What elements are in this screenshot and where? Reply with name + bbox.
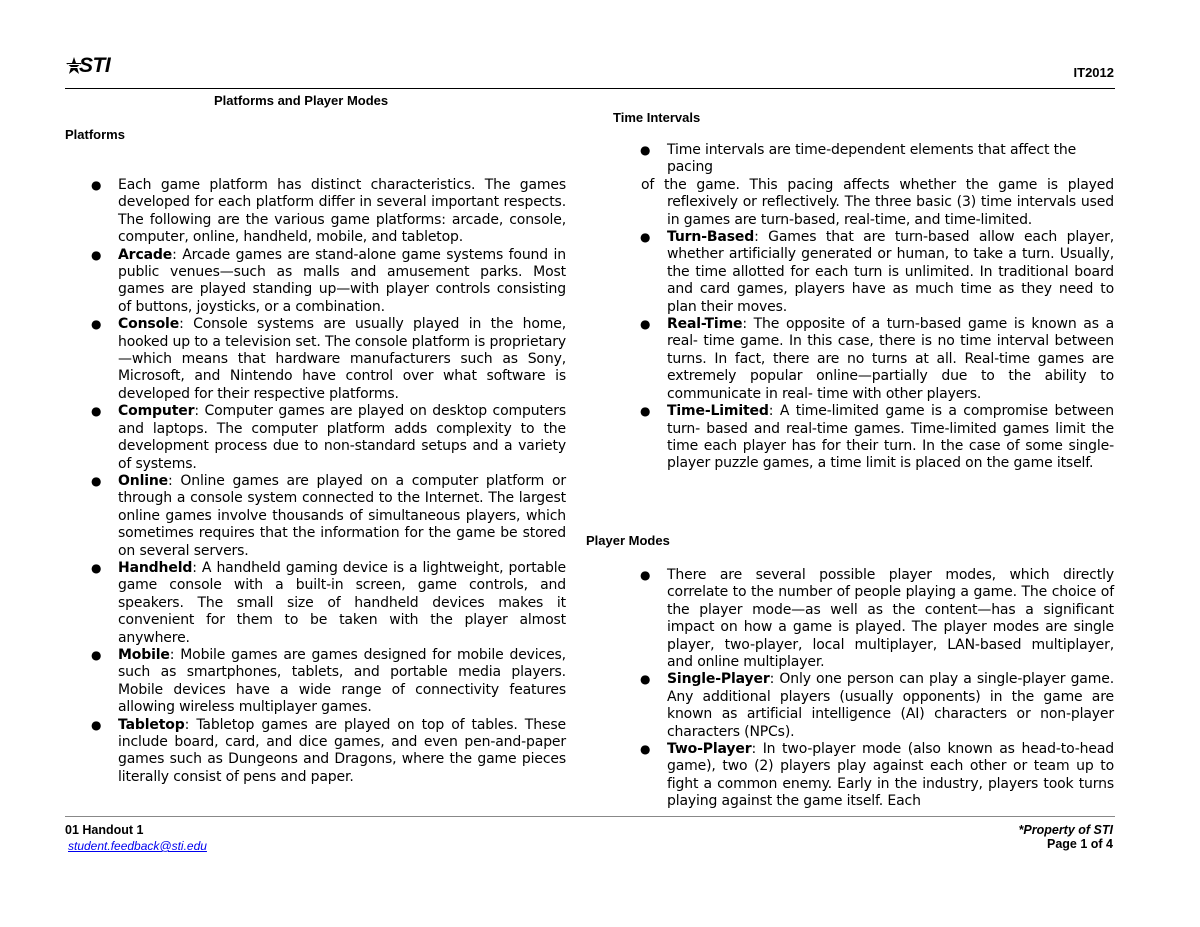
list-item: ● Console: Console systems are usually played in the home, hooked up to a television set. The console platform is proprietary—which means that hardware manufacturers such as Sony, Microsoft, and Nintendo have control over what software is developed for their respective platforms. — [91, 316, 566, 402]
bullet-icon: ● — [640, 742, 651, 757]
bullet-icon: ● — [640, 230, 651, 245]
platforms-list — [91, 177, 566, 786]
list-item: ● Computer: Computer games are played on desktop computers and laptops. The computer platform adds complexity to the development process due to non-standard setups and a variety of systems. — [91, 403, 566, 472]
player-modes-heading: Player Modes — [586, 533, 670, 548]
bullet-icon: ● — [640, 404, 651, 419]
bullet-icon: ● — [91, 473, 102, 488]
bullet-icon: ● — [91, 178, 102, 192]
list-item: ● Single-Player: Only one person can play a single-player game. Any additional players (usually opponents) in the game are known as artificial intelligence (AI) characters or non-player characters (NPCs). — [640, 671, 1114, 740]
footer-right — [1019, 823, 1113, 851]
bullet-icon: ● — [640, 568, 651, 582]
bullet-icon: ● — [91, 560, 102, 575]
handout-label: 01 Handout 1 — [65, 823, 144, 837]
bullet-icon: ● — [91, 404, 102, 419]
continuation-text: of the game. This pacing affects whether the game is played reflexively or reflectively. The three basic (3) time intervals used in games are turn-based, real-time, and time-limited. — [641, 176, 1114, 228]
list-item: ● Arcade: Arcade games are stand-alone game systems found in public venues—such as malls and amusement parks. Most games are played standing up—with player controls consisting of buttons, joysticks, or a combination. — [91, 246, 566, 315]
bullet-icon: ● — [640, 672, 651, 687]
header-rule — [65, 88, 1115, 89]
bullet-icon: ● — [640, 317, 651, 332]
course-code: IT2012 — [1073, 65, 1114, 80]
list-item: ● Time-Limited: A time-limited game is a compromise between turn- based and real-time games. Time-limited games limit the time each player has for their turn. In the case of some single-player puzzle games, a time limit is placed on the game itself. — [640, 403, 1114, 472]
list-item: ● Turn-Based: Games that are turn-based allow each player, whether artificially generated or human, to take a turn. Usually, the time allotted for each turn is unlimited. In traditional board and card games, players have as much time as they need to plan their moves. — [640, 229, 1114, 315]
list-item: ● Online: Online games are played on a computer platform or through a console system connected to the Internet. The largest online games involve thousands of simultaneous players, which sometimes requires that the information for the game be stored on several servers. — [91, 472, 566, 559]
platforms-heading: Platforms — [65, 127, 125, 142]
bullet-icon: ● — [91, 717, 102, 732]
list-item: ● Real-Time: The opposite of a turn-based game is known as a real- time game. In this case, there is no time interval between turns. In fact, there are no turns at all. Real-time games are extremely popular online—partially due to the ability to communicate in real- time with other players. — [640, 316, 1114, 402]
time-intervals-heading: Time Intervals — [613, 110, 701, 125]
page-number: Page 1 of 4 — [1047, 837, 1113, 851]
bullet-icon: ● — [91, 317, 102, 332]
property-label: *Property of STI — [1018, 823, 1113, 837]
list-item: ● Time intervals are time-dependent elements that affect the pacing — [640, 142, 1077, 176]
feedback-email-link[interactable]: student.feedback@sti.edu — [68, 839, 207, 853]
bullet-icon: ● — [91, 647, 102, 662]
document-title: Platforms and Player Modes — [214, 93, 389, 108]
list-item: ● Each game platform has distinct characteristics. The games developed for each platform differ in several important respects. The following are the various game platforms: arcade, console, computer, online, handheld, mobile, and tabletop. — [91, 177, 566, 246]
list-item: ● Mobile: Mobile games are games designed for mobile devices, such as smartphones, tablets, and portable media players. Mobile devices have a wide range of connectivity features allowing wireless multiplayer games. — [91, 646, 566, 716]
bullet-icon: ● — [91, 247, 102, 262]
footer-left — [65, 823, 207, 853]
footer-rule — [65, 816, 1115, 817]
list-item: ● Two-Player: In two-player mode (also known as head-to-head game), two (2) players play against each other or team up to fight a common enemy. Early in the industry, players took turns playing against the game itself. Each — [640, 741, 1114, 810]
player-modes-list — [640, 567, 1114, 811]
logo-text: STI — [79, 54, 111, 77]
list-item: ● Handheld: A handheld gaming device is a lightweight, portable game console with a built-in screen, game controls, and speakers. The small size of handheld devices makes it convenient for them to be taken with the player almost anywhere. — [91, 559, 566, 646]
time-intervals-list — [640, 142, 1114, 473]
bullet-icon: ● — [640, 143, 651, 157]
list-item: ● Tabletop: Tabletop games are played on top of tables. These include board, card, and dice games, and even pen-and-paper games such as Dungeons and Dragons, where the game pieces literally consist of pens and paper. — [91, 716, 566, 785]
list-item: ● There are several possible player modes, which directly correlate to the number of people playing a game. The choice of the player mode—as well as the content—has a significant impact on how a game is played. The player modes are single player, two-player, local multiplayer, LAN-based multiplayer, and online multiplayer. — [640, 567, 1114, 671]
